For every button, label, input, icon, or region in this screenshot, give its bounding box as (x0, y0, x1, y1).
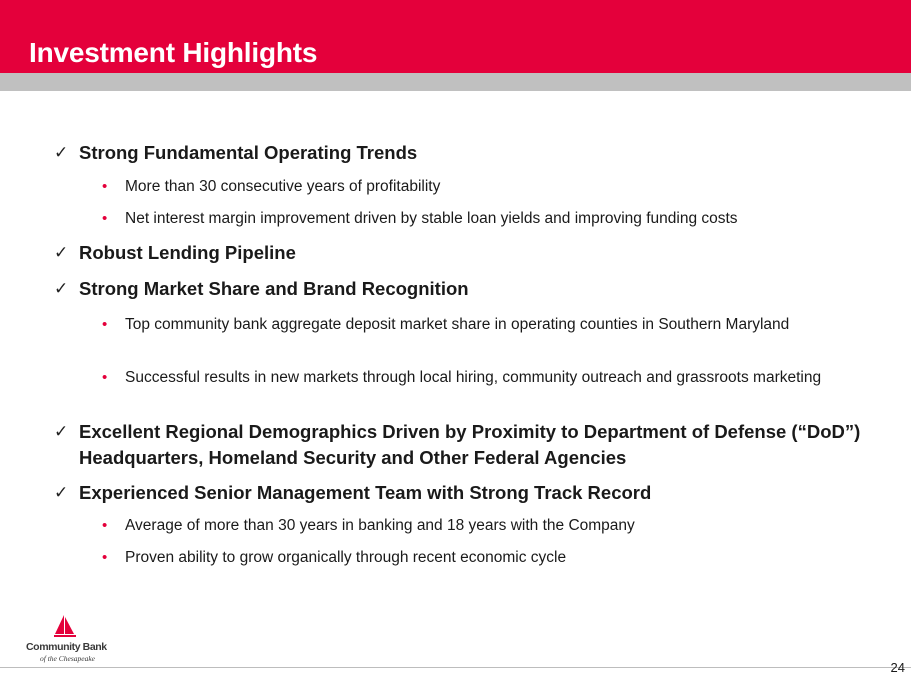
bullet-icon: • (102, 549, 108, 566)
bullet-text: Average of more than 30 years in banking and 18 years with the Company (125, 517, 635, 534)
bullet-icon: • (102, 517, 108, 534)
footer-divider (0, 667, 911, 668)
logo-name: Community Bank (26, 641, 107, 653)
highlight-heading-text: Excellent Regional Demographics Driven by Proximity to Department of Defense (“DoD”) Headquarters, Homeland Security and Other Federal Agencies (79, 421, 861, 468)
header-divider-band (0, 73, 911, 91)
company-logo (26, 614, 116, 664)
highlight-heading-text: Experienced Senior Management Team with Strong Track Record (79, 482, 652, 503)
logo-tagline: of the Chesapeake (40, 654, 95, 663)
highlight-bullet (102, 515, 845, 536)
highlight-bullet (102, 314, 825, 335)
highlight-heading-text: Strong Market Share and Brand Recognition (79, 278, 469, 299)
highlight-heading (54, 240, 879, 266)
checkmark-icon: ✓ (54, 483, 69, 502)
bullet-text: More than 30 consecutive years of profitability (125, 178, 441, 195)
bullet-text: Successful results in new markets through local hiring, community outreach and grassroots marketing (125, 369, 822, 386)
highlight-heading (54, 419, 869, 471)
bullet-icon: • (102, 316, 108, 333)
bullet-icon: • (102, 178, 108, 195)
highlight-bullet (102, 367, 850, 388)
checkmark-icon: ✓ (54, 422, 69, 441)
highlight-heading-text: Robust Lending Pipeline (79, 242, 296, 263)
bullet-icon: • (102, 210, 108, 227)
highlight-heading (54, 276, 879, 302)
bullet-text: Top community bank aggregate deposit market share in operating counties in Southern Maryland (125, 316, 790, 333)
sailboat-icon (52, 614, 78, 640)
page-number: 24 (890, 660, 905, 675)
bullet-icon: • (102, 369, 108, 386)
checkmark-icon: ✓ (54, 279, 69, 298)
bullet-text: Net interest margin improvement driven by stable loan yields and improving funding costs (125, 210, 738, 227)
highlight-heading (54, 480, 879, 506)
highlight-bullet (102, 208, 845, 229)
bullet-text: Proven ability to grow organically through recent economic cycle (125, 549, 567, 566)
checkmark-icon: ✓ (54, 243, 69, 262)
highlight-heading (54, 140, 879, 166)
page-title: Investment Highlights (29, 37, 318, 68)
highlight-bullet (102, 547, 845, 568)
highlight-heading-text: Strong Fundamental Operating Trends (79, 142, 418, 163)
checkmark-icon: ✓ (54, 143, 69, 162)
highlight-bullet (102, 176, 845, 197)
